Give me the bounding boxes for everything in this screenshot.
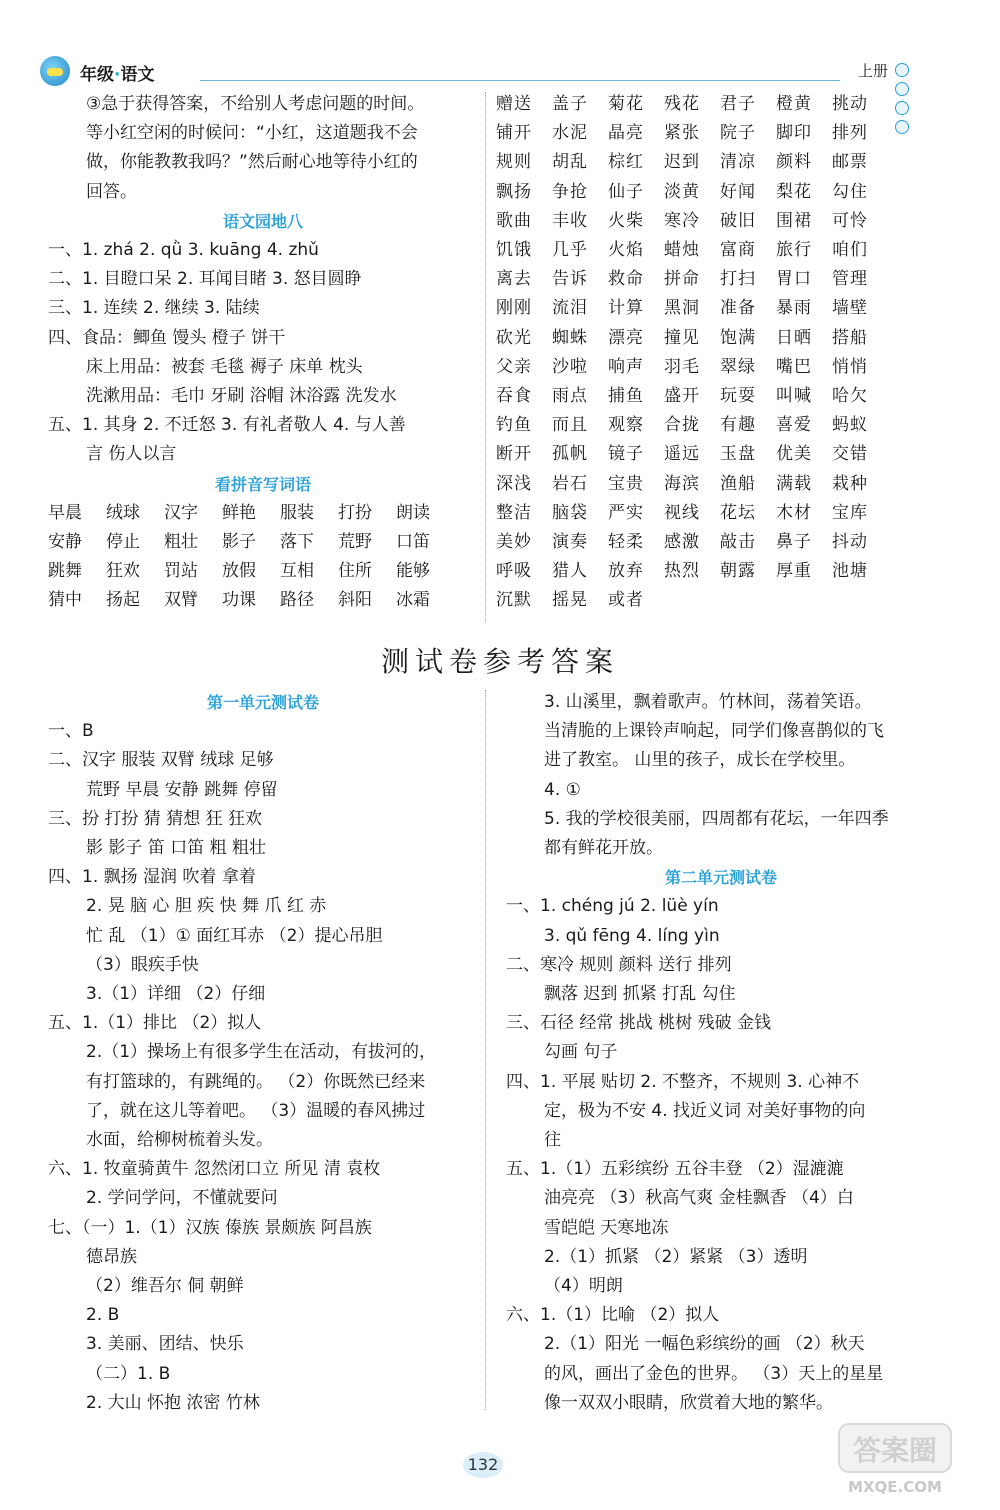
answer-line: 三、1. 连续 2. 继续 3. 陆续 [48,298,260,319]
word: 铺开 [496,123,532,144]
word: 汉字 [164,502,198,523]
word: 脚印 [776,123,812,144]
answer-line: 七、（一）1.（1）汉族 傣族 景颇族 阿昌族 [48,1217,372,1238]
word: 排列 [832,123,868,144]
word: 敲击 [720,532,756,553]
word: 漂亮 [608,327,644,348]
word-row [496,236,926,265]
word: 胡乱 [552,152,588,173]
word: 沙啦 [552,356,588,377]
word: 君子 [720,94,756,114]
word: 黑洞 [664,298,700,319]
word: 紧张 [664,123,700,144]
word: 演奏 [552,532,588,553]
word: 水泥 [552,123,588,144]
answer-line: 一、B [48,721,94,742]
word-row [496,557,926,586]
word: 盖子 [552,94,588,114]
word: 梨花 [776,181,812,202]
word: 父亲 [496,356,532,377]
word: 仙子 [608,181,644,202]
answer-line: 了，就在这儿等着吧。 （3）温暖的春风拂过 [86,1100,426,1121]
word: 互相 [280,561,314,582]
word: 好闻 [720,181,756,202]
word: 离去 [496,269,532,290]
word: 打扮 [338,502,372,523]
word: 刚刚 [496,298,532,319]
word-row [496,294,926,323]
page-header [40,56,920,90]
answer-line: （3）眼疾手快 [86,954,199,975]
word: 满载 [776,473,812,494]
word: 合拢 [664,415,700,436]
answer-line: 言 伤人以言 [86,444,177,465]
answer-line: 当清脆的上课铃声响起，同学们像喜鹊似的飞 [544,721,884,742]
watermark-text: 答案圈 [852,1434,938,1467]
page-number: 132 [463,1452,503,1478]
answer-line: 2. B [86,1305,120,1326]
word: 服装 [280,502,314,523]
watermark-url: MXQE.COM [848,1478,942,1496]
word-row [496,178,926,207]
word: 渔船 [720,473,756,494]
answer-line: 有打篮球的，有跳绳的。 （2）你既然已经来 [86,1071,426,1092]
word: 视线 [664,502,700,523]
header-rule [200,80,840,81]
word: 镜子 [608,444,644,465]
book-logo-icon [40,56,70,86]
word-row [48,586,478,615]
word-row [496,90,926,119]
answer-line: 四、1. 平展 贴切 2. 不整齐，不规则 3. 心神不 [506,1071,860,1092]
word: 蚂蚁 [832,415,868,436]
word: 暴雨 [776,298,812,319]
word-row [496,528,926,557]
column-divider-top [485,92,486,622]
word: 停止 [106,532,140,553]
word: 有趣 [720,415,756,436]
word: 计算 [608,298,644,319]
word: 功课 [222,590,256,611]
word: 住所 [338,561,372,582]
word: 丰收 [552,210,588,231]
word: 宝贵 [608,473,644,494]
word-row [496,119,926,148]
right-bottom-column [506,688,936,1418]
grade-label: 年级 [80,65,114,85]
word: 池塘 [832,561,868,582]
answer-line: 4. ① [544,779,581,800]
answer-line: 六、1.（1）比喻 （2）拟人 [506,1305,720,1326]
word: 哈欠 [832,386,868,407]
word: 救命 [608,269,644,290]
word: 院子 [720,123,756,144]
word: 咱们 [832,240,868,261]
section-title: 第一单元测试卷 [206,693,319,712]
word: 遥远 [664,444,700,465]
word: 路径 [280,590,314,611]
answer-line: 2. 晃 脑 心 胆 疾 快 舞 爪 红 赤 [86,896,327,917]
word: 捕鱼 [608,386,644,407]
answer-line: 都有鲜花开放。 [544,838,663,859]
word: 胃口 [776,269,812,290]
word-row [48,528,478,557]
section-title: 第二单元测试卷 [664,868,777,888]
word: 落下 [280,532,314,553]
left-bottom-lines [48,717,478,1418]
word: 盛开 [664,386,700,407]
word-row [496,586,926,615]
word: 猜中 [48,590,82,611]
word: 口笛 [396,532,430,553]
word: 鲜艳 [222,502,256,523]
answer-line: （2）维吾尔 侗 朝鲜 [86,1276,244,1297]
word: 抖动 [832,532,868,553]
word: 吞食 [496,386,532,407]
word: 钓鱼 [496,415,532,436]
left-top-column [48,90,478,616]
word: 栽种 [832,473,868,494]
answer-line: 五、1.（1）五彩缤纷 五谷丰登 （2）湿漉漉 [506,1159,844,1180]
word: 悄悄 [832,356,868,377]
answer-line: 五、1.（1）排比 （2）拟人 [48,1013,262,1034]
volume-label: 上册 [858,62,889,80]
word: 晶亮 [608,123,644,144]
word: 争抢 [552,181,588,202]
answer-line: 2.（1）抓紧 （2）紧紧 （3）透明 [544,1246,808,1267]
word: 严实 [608,502,644,523]
answer-line: 雪皑皑 天寒地冻 [544,1217,669,1238]
word-row [496,440,926,469]
answer-line: 四、食品：鲫鱼 馒头 橙子 饼干 [48,327,286,348]
word-row [496,207,926,236]
word: 残花 [664,94,700,114]
word: 橙黄 [776,94,812,114]
word: 喜爱 [776,415,812,436]
word: 整洁 [496,502,532,523]
word: 响声 [608,356,644,377]
answer-line: 像一双双小眼睛，欣赏着大地的繁华。 [544,1392,833,1413]
word: 火焰 [608,240,644,261]
word: 厚重 [776,561,812,582]
word: 打扫 [720,269,756,290]
word: 寒冷 [664,210,700,231]
answer-line: 二、寒冷 规则 颜料 送行 排列 [506,954,732,975]
word: 粗壮 [164,532,198,553]
word: 朝露 [720,561,756,582]
word: 菊花 [608,94,644,114]
answer-line: 洗漱用品：毛巾 牙刷 浴帽 沐浴露 洗发水 [86,386,397,407]
word: 雨点 [552,386,588,407]
word: 能够 [396,561,430,582]
word: 拼命 [664,269,700,290]
word: 罚站 [164,561,198,582]
word: 颜料 [776,152,812,173]
word: 搭船 [832,327,868,348]
word: 赠送 [496,94,532,114]
word: 绒球 [106,502,140,523]
dot-separator: · [114,65,121,85]
word: 断开 [496,444,532,465]
word: 深浅 [496,473,532,494]
word: 安静 [48,532,82,553]
word: 飘扬 [496,181,532,202]
answer-line: 5. 我的学校很美丽，四周都有花坛，一年四季 [544,808,889,829]
right-bottom-lines-a [506,688,936,863]
word: 沉默 [496,590,532,611]
answer-line: 荒野 早晨 安静 跳舞 停留 [86,779,278,800]
word: 火柴 [608,210,644,231]
word: 清凉 [720,152,756,173]
word: 海滨 [664,473,700,494]
answer-line: 二、汉字 服装 双臂 绒球 足够 [48,750,274,771]
word: 冰霜 [396,590,430,611]
word-row [48,557,478,586]
word-row [496,411,926,440]
answer-line: 二、1. 目瞪口呆 2. 耳闻目睹 3. 怒目圆睁 [48,269,362,290]
answer-line: 一、1. chéng jú 2. lüè yín [506,896,719,917]
word: 管理 [832,269,868,290]
answer-line: 油亮亮 （3）秋高气爽 金桂飘香 （4）白 [544,1188,854,1209]
answer-line: 床上用品：被套 毛毯 褥子 床单 枕头 [86,356,363,377]
right-top-column [496,90,926,616]
column-divider-bottom [485,690,486,1410]
word: 放假 [222,561,256,582]
word: 放弃 [608,561,644,582]
word: 荒野 [338,532,372,553]
word: 翠绿 [720,356,756,377]
word: 饥饿 [496,240,532,261]
answer-line: 三、石径 经常 挑战 桃树 残破 金钱 [506,1013,772,1034]
word: 棕红 [608,152,644,173]
answer-line: 3. 山溪里，飘着歌声。竹林间，荡着笑语。 [544,692,872,712]
watermark-logo [835,1420,955,1500]
word: 轻柔 [608,532,644,553]
word: 孤帆 [552,444,588,465]
word-row [496,148,926,177]
answer-line: 3. 美丽、团结、快乐 [86,1334,244,1355]
word: 猎人 [552,561,588,582]
word: 木材 [776,502,812,523]
word: 双臂 [164,590,198,611]
word: 早晨 [48,502,82,523]
answer-line: 勾画 句子 [544,1042,618,1063]
answer-line: 飘落 迟到 抓紧 打乱 勾住 [544,984,736,1005]
answer-line: 等小红空闲的时候问：“小红，这道题我不会 [86,123,418,144]
word: 玩耍 [720,386,756,407]
word: 蜘蛛 [552,327,588,348]
word: 美妙 [496,532,532,553]
word: 富商 [720,240,756,261]
answer-line: （4）明朗 [544,1276,623,1297]
word: 叫喊 [776,386,812,407]
word: 交错 [832,444,868,465]
word: 蜡烛 [664,240,700,261]
answer-line: 忙 乱 （1）① 面红耳赤 （2）提心吊胆 [86,925,383,946]
answer-line: 2. 大山 怀抱 浓密 竹林 [86,1392,260,1413]
word: 鼻子 [776,532,812,553]
word: 优美 [776,444,812,465]
answer-line: 三、扮 打扮 猜 猜想 狂 狂欢 [48,808,263,829]
word: 撞见 [664,327,700,348]
section-title: 语文园地八 [222,211,303,231]
word: 或者 [608,590,644,611]
answer-line: 2.（1）操场上有很多学生在活动，有拔河的， [86,1042,437,1063]
word: 热烈 [664,561,700,582]
word: 破旧 [720,210,756,231]
word-row [48,499,478,528]
word-row [496,353,926,382]
word: 朗读 [396,502,430,523]
word: 影子 [222,532,256,553]
word-row [496,499,926,528]
word: 日晒 [776,327,812,348]
answer-line: 做，你能教教我吗？”然后耐心地等待小红的 [86,152,418,173]
answer-line: 往 [544,1130,561,1151]
word: 规则 [496,152,532,173]
word: 歌曲 [496,210,532,231]
answer-line: 进了教室。 山里的孩子，成长在学校里。 [544,750,856,771]
word: 嘴巴 [776,356,812,377]
answer-line: 水面，给柳树梳着头发。 [86,1130,273,1151]
word: 狂欢 [106,561,140,582]
word: 呼吸 [496,561,532,582]
right-bottom-lines-b [506,892,936,1418]
word: 观察 [608,415,644,436]
word: 玉盘 [720,444,756,465]
word: 墙壁 [832,298,868,319]
word-row [496,324,926,353]
answer-line: 回答。 [86,181,137,202]
word: 告诉 [552,269,588,290]
word: 羽毛 [664,356,700,377]
answer-line: （二）1. B [86,1363,171,1384]
word: 迟到 [664,152,700,173]
page-title: 测试卷参考答案 [380,645,619,678]
word: 跳舞 [48,561,82,582]
word: 扬起 [106,590,140,611]
word: 花坛 [720,502,756,523]
word: 勾住 [832,181,868,202]
answer-line: 定，极为不安 4. 找近义词 对美好事物的向 [544,1100,866,1121]
answer-line: 2.（1）阳光 一幅色彩缤纷的画 （2）秋天 [544,1334,865,1355]
word: 挑动 [832,94,868,114]
answer-line: 3. qǔ fēng 4. líng yìn [544,925,720,946]
answer-line: 2. 学问学问，不懂就要问 [86,1188,278,1209]
word: 流泪 [552,298,588,319]
answer-line: 德昂族 [86,1246,137,1267]
answer-line: 一、1. zhá 2. qǜ 3. kuāng 4. zhǔ [48,240,319,261]
word: 斜阳 [338,590,372,611]
word-row [496,470,926,499]
answer-line: 四、1. 飘扬 湿润 吹着 拿着 [48,867,256,888]
word: 砍光 [496,327,532,348]
answer-line: ③急于获得答案，不给别人考虑问题的时间。 [86,94,425,114]
answer-line: 影 影子 笛 口笛 粗 粗壮 [86,838,267,859]
word: 准备 [720,298,756,319]
left-bottom-column [48,688,478,1418]
word: 淡黄 [664,181,700,202]
word: 宝库 [832,502,868,523]
word: 岩石 [552,473,588,494]
word-row [496,265,926,294]
word: 饱满 [720,327,756,348]
answer-line: 六、1. 牧童骑黄牛 忽然闭口立 所见 清 袁枚 [48,1159,381,1180]
word: 旅行 [776,240,812,261]
word: 邮票 [832,152,868,173]
section-title: 看拼音写词语 [214,474,311,494]
word: 几乎 [552,240,588,261]
answer-line: 3.（1）详细 （2）仔细 [86,984,266,1005]
word: 脑袋 [552,502,588,523]
word: 可怜 [832,210,868,231]
word: 感激 [664,532,700,553]
grade-subject-label [80,60,154,85]
answer-line: 的风，画出了金色的世界。 （3）天上的星星 [544,1363,884,1384]
word-row [496,382,926,411]
answer-line: 五、1. 其身 2. 不迁怒 3. 有礼者敬人 4. 与人善 [48,415,406,436]
word: 而且 [552,415,588,436]
subject-label: 语文 [120,65,155,85]
word: 摇晃 [552,590,588,611]
word: 围裙 [776,210,812,231]
